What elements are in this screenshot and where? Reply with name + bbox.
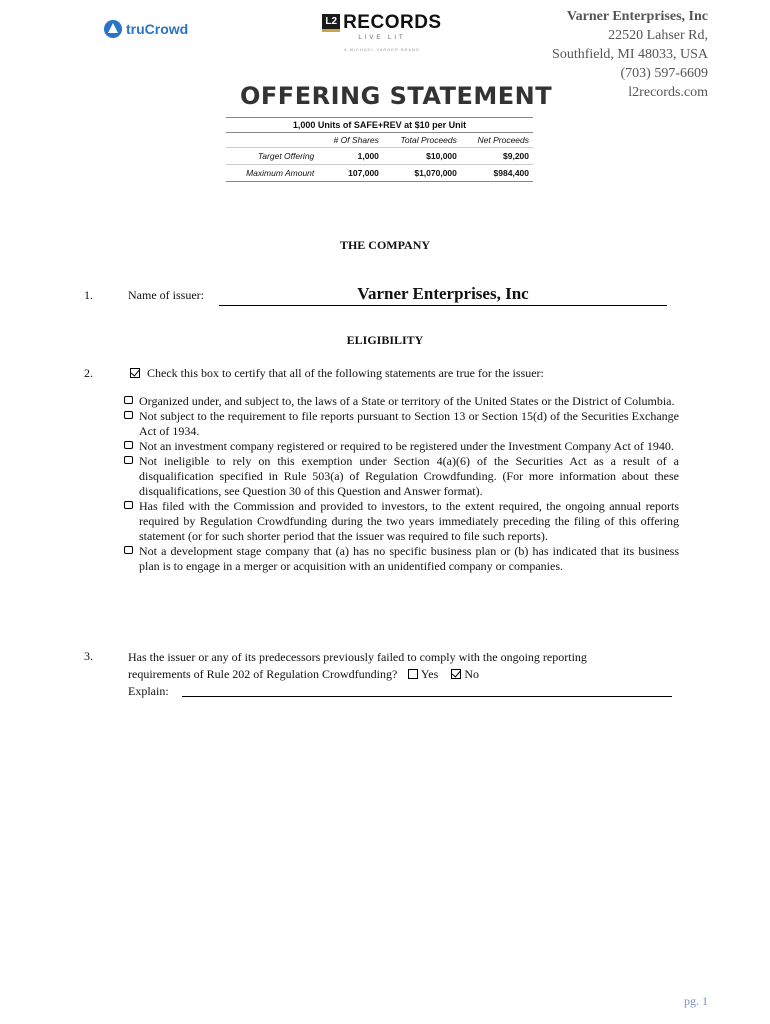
explain-label: Explain: <box>128 684 169 698</box>
company-heading: THE COMPANY <box>339 238 431 252</box>
no-checkbox[interactable] <box>451 669 461 679</box>
eligibility-statement: Not an investment company registered or required to be registered under the Investment Company Act of 1940. <box>139 439 674 453</box>
list-item <box>124 454 679 499</box>
q3-question <box>128 649 628 700</box>
bullet-checkbox-icon <box>124 546 133 554</box>
trucrowd-logo <box>104 20 188 38</box>
row-label: Maximum Amount <box>226 165 318 182</box>
trucrowd-icon <box>104 20 122 38</box>
list-item <box>124 439 679 454</box>
trucrowd-text: truCrowd <box>126 21 189 37</box>
bullet-checkbox-icon <box>124 456 133 464</box>
yes-label: Yes <box>420 667 439 681</box>
row-total: $10,000 <box>383 148 461 165</box>
row-net: $984,400 <box>461 165 533 182</box>
list-item <box>124 394 679 409</box>
row-total: $1,070,000 <box>383 165 461 182</box>
eligibility-list <box>124 394 679 574</box>
offering-caption: 1,000 Units of SAFE+REV at $10 per Unit <box>226 117 533 133</box>
row-net: $9,200 <box>461 148 533 165</box>
q2-text: Check this box to certify that all of the following statements are true for the issuer: <box>147 366 544 380</box>
phone: (703) 597-6609 <box>620 66 708 81</box>
logo-title: RECORDS <box>343 12 442 33</box>
bullet-checkbox-icon <box>124 396 133 404</box>
q1-label: Name of issuer: <box>128 288 204 302</box>
page-title: OFFERING STATEMENT <box>240 82 553 110</box>
q3-line-1: Has the issuer or any of its predecessors previously failed to comply with the ongoing reporting <box>128 650 587 664</box>
website: l2records.com <box>628 85 708 100</box>
l2-mark: L2 <box>322 14 340 32</box>
company-name: Varner Enterprises, Inc <box>566 9 708 24</box>
col-header-net: Net Proceeds <box>477 135 529 145</box>
list-item <box>124 409 679 439</box>
col-header-blank <box>226 133 318 148</box>
issuer-name-field[interactable]: Varner Enterprises, Inc <box>219 284 667 306</box>
list-item <box>124 544 679 574</box>
address-line-1: 22520 Lahser Rd, <box>608 28 708 43</box>
eligibility-statement: Not subject to the requirement to file reports pursuant to Section 13 or Section 15(d) of the Securities Exchange Act of 1934. <box>139 409 679 438</box>
eligibility-statement: Has filed with the Commission and provided to investors, to the extent required, the ongoing annual reports required by Regulation Crowdfunding during the two years immediately preceding the filing of this offering statement (or for such shorter period that the issuer was required to file such reports). <box>139 499 679 543</box>
offering-table <box>226 117 533 182</box>
eligibility-statement: Organized under, and subject to, the laws of a State or territory of the United States or the District of Columbia. <box>139 394 675 408</box>
q2-certify-row <box>130 366 544 381</box>
row-shares: 1,000 <box>318 148 383 165</box>
table-row <box>226 148 533 165</box>
table-row <box>226 165 533 182</box>
q1-number: 1. <box>84 288 93 302</box>
page-number: pg. 1 <box>684 994 708 1008</box>
q3-line-2: requirements of Rule 202 of Regulation Crowdfunding? <box>128 667 398 681</box>
address-line-2: Southfield, MI 48033, USA <box>552 47 708 62</box>
bullet-checkbox-icon <box>124 441 133 449</box>
company-address-block <box>552 7 708 102</box>
eligibility-statement: Not ineligible to rely on this exemption under Section 4(a)(6) of the Securities Act as a result of a disqualification specified in Rule 503(a) of Regulation Crowdfunding. (For more information about these disqualifications, see Question 30 of this Question and Answer format). <box>139 454 679 498</box>
logo-brand: A MICHAEL VARNER BRAND <box>344 47 420 52</box>
row-label: Target Offering <box>226 148 318 165</box>
eligibility-statement: Not a development stage company that (a) has no specific business plan or (b) has indicated that its business plan is to engage in a merger or acquisition with an unidentified company or companies. <box>139 544 679 573</box>
row-shares: 107,000 <box>318 165 383 182</box>
eligibility-heading: ELIGIBILITY <box>346 333 424 347</box>
no-label: No <box>464 667 479 681</box>
logo-subtitle: LIVE LIT <box>358 35 406 41</box>
col-header-shares: # Of Shares <box>333 135 379 145</box>
q3-line-2-row <box>128 666 628 683</box>
bullet-checkbox-icon <box>124 501 133 509</box>
bullet-checkbox-icon <box>124 411 133 419</box>
col-header-total: Total Proceeds <box>400 135 457 145</box>
certify-checkbox[interactable] <box>130 368 140 378</box>
q3-number: 3. <box>84 649 93 663</box>
list-item <box>124 499 679 544</box>
q2-number: 2. <box>84 366 93 380</box>
explain-input[interactable] <box>182 695 672 697</box>
l2-records-logo <box>312 12 452 52</box>
yes-checkbox[interactable] <box>408 669 418 679</box>
